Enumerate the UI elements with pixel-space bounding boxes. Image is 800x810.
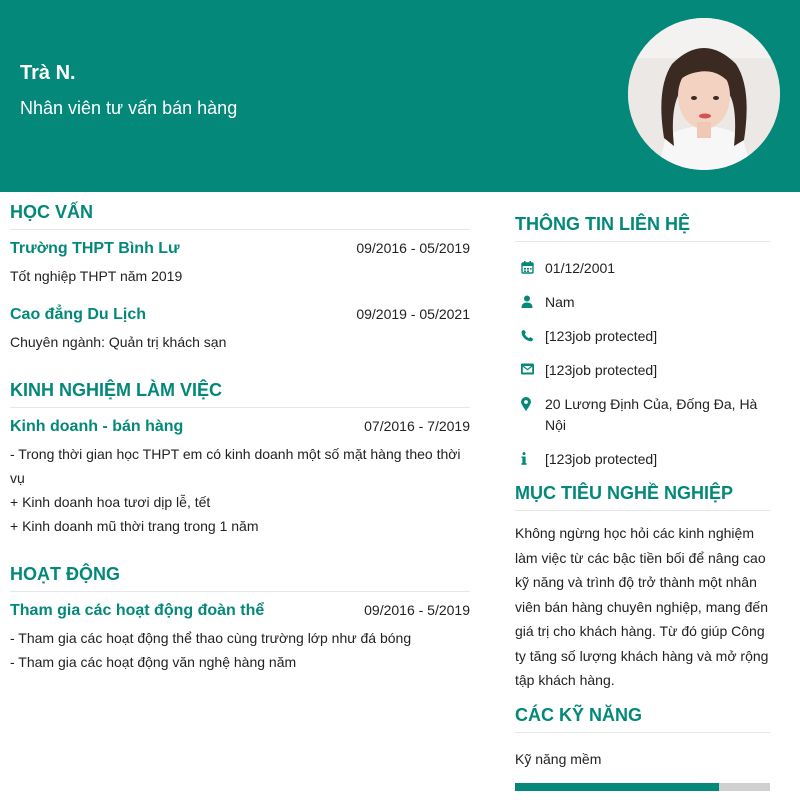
experience-date: 07/2016 - 7/2019 <box>364 418 470 434</box>
activities-section <box>10 564 470 674</box>
education-school-name: Trường THPT Bình Lư <box>10 240 180 257</box>
contact-phone-text: [123job protected] <box>545 328 658 344</box>
candidate-job-title: Nhân viên tư vấn bán hàng <box>20 98 238 118</box>
activities-heading: HOẠT ĐỘNG <box>10 564 470 592</box>
avatar-photo <box>628 18 780 170</box>
contact-email <box>515 360 770 381</box>
contact-address-text: 20 Lương Định Của, Đống Đa, Hà Nội <box>545 396 758 433</box>
contact-birthday-text: 01/12/2001 <box>545 260 616 276</box>
left-column <box>10 192 470 674</box>
calendar-icon <box>515 258 545 274</box>
objective-heading: MỤC TIÊU NGHỀ NGHIỆP <box>515 483 770 511</box>
education-date: 09/2016 - 05/2019 <box>356 240 470 256</box>
experience-line: + Kinh doanh hoa tươi dịp lễ, tết <box>10 494 211 510</box>
experience-section <box>10 380 470 538</box>
map-marker-icon <box>515 394 545 411</box>
experience-title: Kinh doanh - bán hàng <box>10 418 184 435</box>
avatar <box>628 18 780 170</box>
activity-title: Tham gia các hoạt động đoàn thể <box>10 602 265 619</box>
contact-email-text: [123job protected] <box>545 362 658 378</box>
objective-section <box>515 483 770 693</box>
experience-line: + Kinh doanh mũ thời trang trong 1 năm <box>10 518 259 534</box>
experience-entry <box>10 418 470 538</box>
objective-text: Không ngừng học hỏi các kinh nghiệm làm việc từ các bậc tiền bối để nâng cao kỹ năng và trình độ trở thành một nhân viên bán hàng chuyên nghiệp, mang đến giá trị cho khách hàng. Từ đó giúp Công ty tăng số lượng khách hàng và mở rộng tập khách hàng. <box>515 525 769 688</box>
envelope-icon <box>515 360 545 375</box>
phone-icon <box>515 326 545 342</box>
person-icon <box>515 292 545 308</box>
education-entry <box>10 306 470 354</box>
activity-entry <box>10 602 470 674</box>
skill-bar-fill <box>515 783 719 791</box>
skill-bar-track <box>515 783 770 791</box>
education-section <box>10 202 470 354</box>
education-heading: HỌC VẤN <box>10 202 470 230</box>
right-column <box>515 192 770 791</box>
skills-section <box>515 705 770 791</box>
contact-section <box>515 214 770 470</box>
education-entry <box>10 240 470 288</box>
contact-gender-text: Nam <box>545 294 575 310</box>
cv-header <box>0 0 800 192</box>
education-description: Chuyên ngành: Quản trị khách sạn <box>10 334 227 350</box>
experience-line: - Trong thời gian học THPT em có kinh doanh một số mặt hàng theo thời vụ <box>10 446 461 486</box>
contact-heading: THÔNG TIN LIÊN HỆ <box>515 214 770 242</box>
skills-heading: CÁC KỸ NĂNG <box>515 705 770 733</box>
education-description: Tốt nghiệp THPT năm 2019 <box>10 268 183 284</box>
education-school-name: Cao đẳng Du Lịch <box>10 306 146 323</box>
contact-address <box>515 394 770 436</box>
education-date: 09/2019 - 05/2021 <box>356 306 470 322</box>
contact-gender <box>515 292 770 313</box>
candidate-name: Trà N. <box>20 62 76 84</box>
experience-heading: KINH NGHIỆM LÀM VIỆC <box>10 380 470 408</box>
contact-birthday <box>515 258 770 279</box>
activity-line: - Tham gia các hoạt động thể thao cùng trường lớp như đá bóng <box>10 630 412 646</box>
contact-info <box>515 449 770 470</box>
activity-date: 09/2016 - 5/2019 <box>364 602 470 618</box>
info-icon <box>515 449 545 465</box>
contact-info-text: [123job protected] <box>545 451 658 467</box>
activity-line: - Tham gia các hoạt động văn nghệ hàng năm <box>10 654 297 670</box>
skill-label: Kỹ năng mềm <box>515 750 602 767</box>
contact-phone <box>515 326 770 347</box>
